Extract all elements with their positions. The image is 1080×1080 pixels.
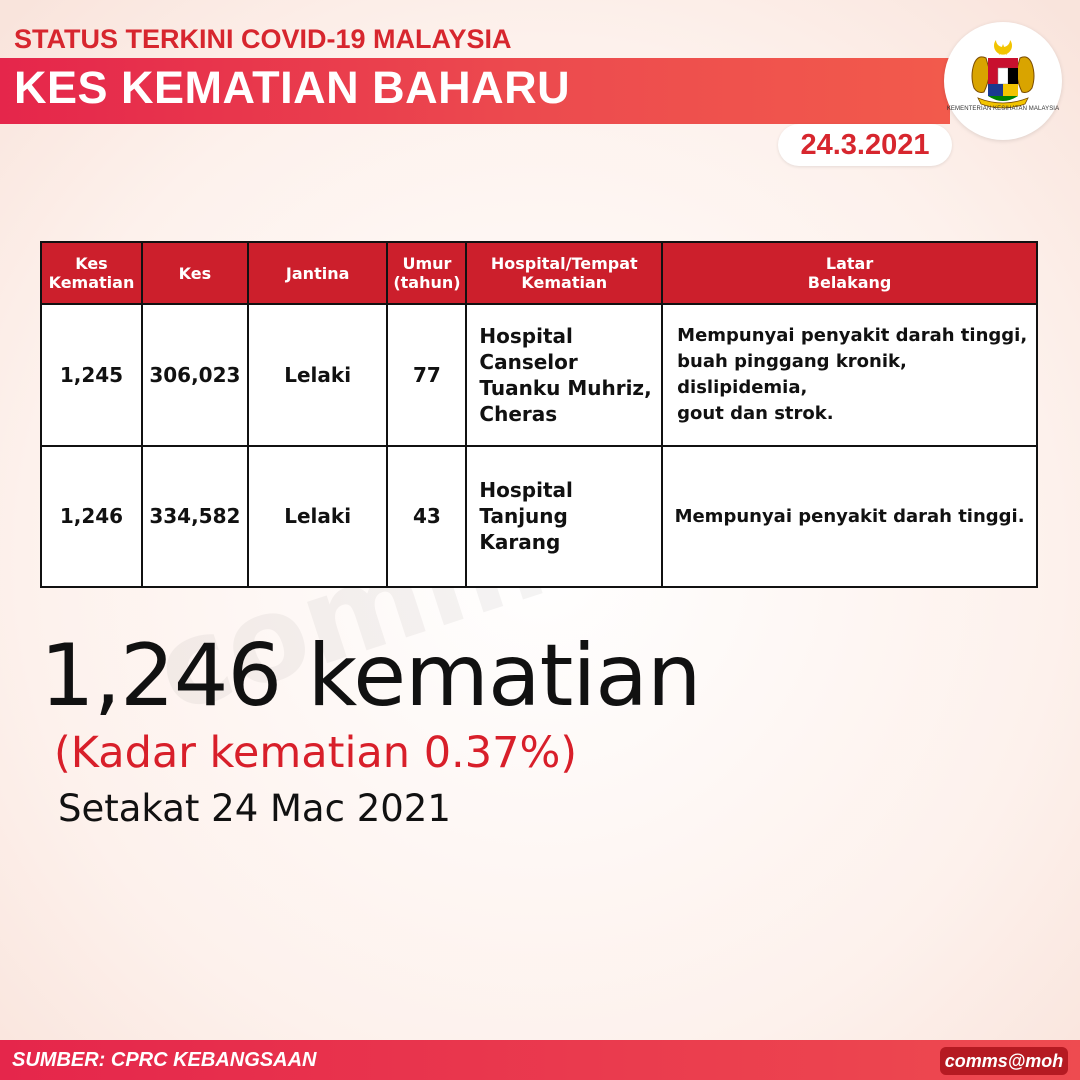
as-of-date: Setakat 24 Mac 2021 <box>58 787 451 830</box>
cell-place: Hospital Tanjung Karang <box>466 446 662 588</box>
cell-age: 77 <box>387 304 466 446</box>
header-death-case: Kes Kematian <box>41 242 142 304</box>
header-place: Hospital/Tempat Kematian <box>466 242 662 304</box>
coat-of-arms-icon <box>944 22 1062 140</box>
page-subtitle: STATUS TERKINI COVID-19 MALAYSIA <box>14 24 512 54</box>
cell-death-case: 1,246 <box>41 446 142 588</box>
cell-age: 43 <box>387 446 466 588</box>
page-title: KES KEMATIAN BAHARU <box>14 62 571 113</box>
cell-gender: Lelaki <box>248 446 388 588</box>
header-age: Umur (tahun) <box>387 242 466 304</box>
cell-background: Mempunyai penyakit darah tinggi, buah pinggang kronik, dislipidemia, gout dan strok. <box>662 304 1037 446</box>
comms-tag: comms@moh <box>940 1047 1068 1075</box>
header-gender: Jantina <box>248 242 388 304</box>
table-header-row <box>41 242 1037 304</box>
cell-case: 306,023 <box>142 304 248 446</box>
cell-case: 334,582 <box>142 446 248 588</box>
cell-death-case: 1,245 <box>41 304 142 446</box>
header-background: Latar Belakang <box>662 242 1037 304</box>
table-row <box>41 446 1037 588</box>
table-row <box>41 304 1037 446</box>
source-label: SUMBER: CPRC KEBANGSAAN <box>12 1049 317 1071</box>
death-rate: (Kadar kematian 0.37%) <box>54 728 578 778</box>
total-deaths: 1,246 kematian <box>40 626 701 726</box>
cell-gender: Lelaki <box>248 304 388 446</box>
logo-caption: KEMENTERIAN KESIHATAN MALAYSIA <box>946 106 1060 112</box>
footer-bar <box>0 1040 1080 1080</box>
cell-background: Mempunyai penyakit darah tinggi. <box>662 446 1037 588</box>
death-cases-table <box>40 241 1038 588</box>
header-case: Kes <box>142 242 248 304</box>
ministry-logo <box>944 22 1062 140</box>
cell-place: Hospital Canselor Tuanku Muhriz, Cheras <box>466 304 662 446</box>
date-badge: 24.3.2021 <box>778 124 952 166</box>
